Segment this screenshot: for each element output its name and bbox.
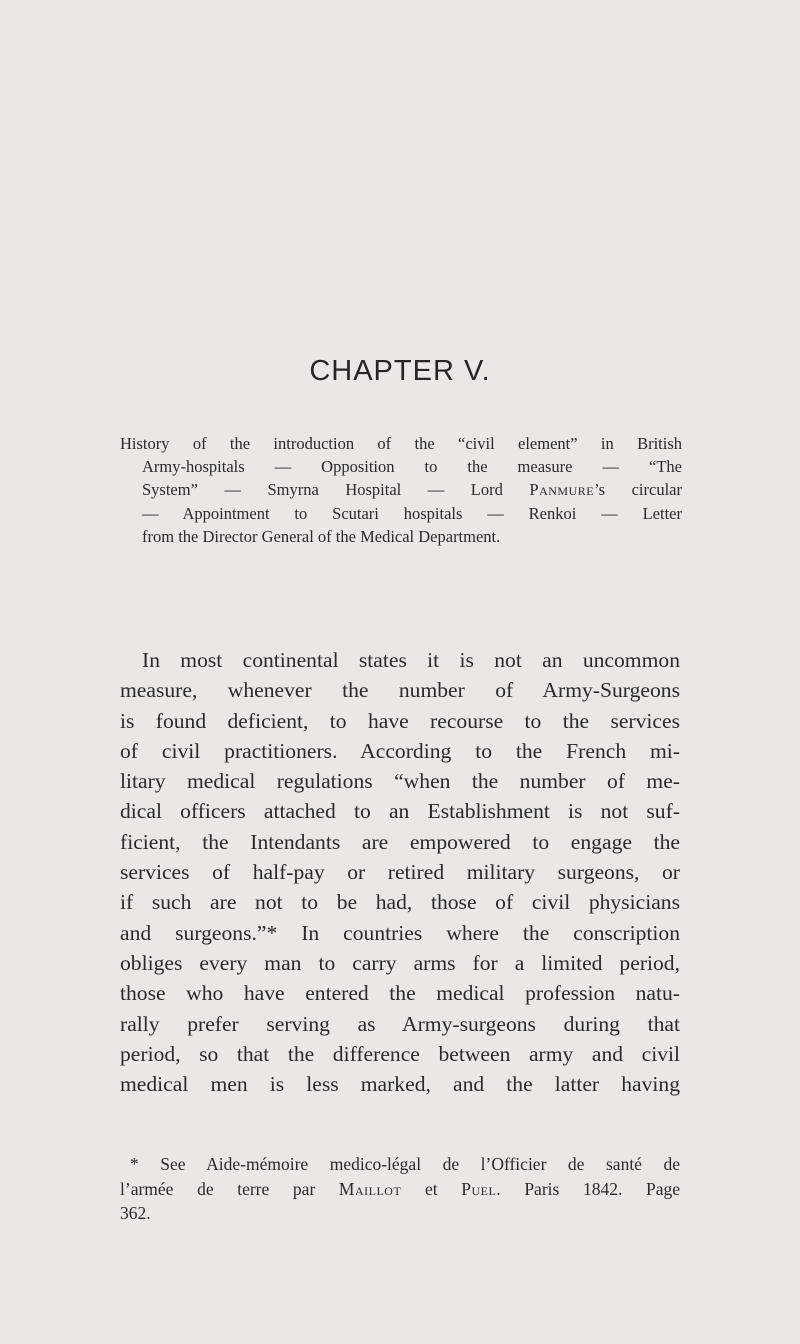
panmure-suffix: ’s circular — [594, 480, 682, 500]
body-line: period, so that the difference between army and civil — [120, 1041, 680, 1066]
body-line: litary medical regulations “when the number of me- — [120, 769, 680, 794]
panmure-name: Panmure — [529, 480, 595, 500]
body-paragraph — [120, 645, 680, 1099]
body-line: medical men is less marked, and the latter having — [120, 1072, 680, 1097]
footnote-line: 362. — [120, 1203, 151, 1223]
summary-line: Army-hospitals — Opposition to the measure — “The — [142, 457, 682, 477]
body-line: measure, whenever the number of Army-Surgeons — [120, 678, 680, 703]
summary-line: from the Director General of the Medical Department. — [142, 526, 501, 546]
footnote-line: * See Aide-mémoire medico-légal de l’Officier de santé de — [130, 1154, 680, 1174]
body-line: is found deficient, to have recourse to the services — [120, 708, 680, 733]
footnote-text: l’armée de terre par — [120, 1178, 339, 1199]
body-line: if such are not to be had, those of civil physicians — [120, 890, 680, 915]
author-name: Puel — [461, 1178, 497, 1199]
body-line: and surgeons.”* In countries where the conscription — [120, 920, 680, 945]
summary-line-text: System” — Smyrna Hospital — Lord — [142, 480, 530, 500]
footnote-text: et — [401, 1178, 462, 1199]
body-line: those who have entered the medical profession natu- — [120, 981, 680, 1006]
body-line: obliges every man to carry arms for a limited period, — [120, 950, 680, 975]
footnote — [120, 1152, 680, 1226]
summary-line: — Appointment to Scutari hospitals — Renkoi — Letter — [142, 503, 682, 523]
summary-line: History of the introduction of the “civil element” in British — [120, 434, 682, 453]
chapter-title: CHAPTER V. — [309, 355, 491, 387]
body-line: of civil practitioners. According to the French mi- — [120, 738, 680, 763]
body-line: services of half-pay or retired military surgeons, or — [120, 860, 680, 885]
footnote-line — [120, 1177, 680, 1202]
author-name: Maillot — [338, 1178, 402, 1199]
body-line: rally prefer serving as Army-surgeons during that — [120, 1011, 680, 1036]
summary-line — [120, 478, 682, 501]
body-line: In most continental states it is not an uncommon — [142, 648, 680, 672]
chapter-summary — [120, 432, 682, 548]
body-line: dical officers attached to an Establishment is not suf- — [120, 799, 680, 824]
footnote-text: . Paris 1842. Page — [496, 1178, 680, 1199]
body-line: ficient, the Intendants are empowered to engage the — [120, 829, 680, 854]
